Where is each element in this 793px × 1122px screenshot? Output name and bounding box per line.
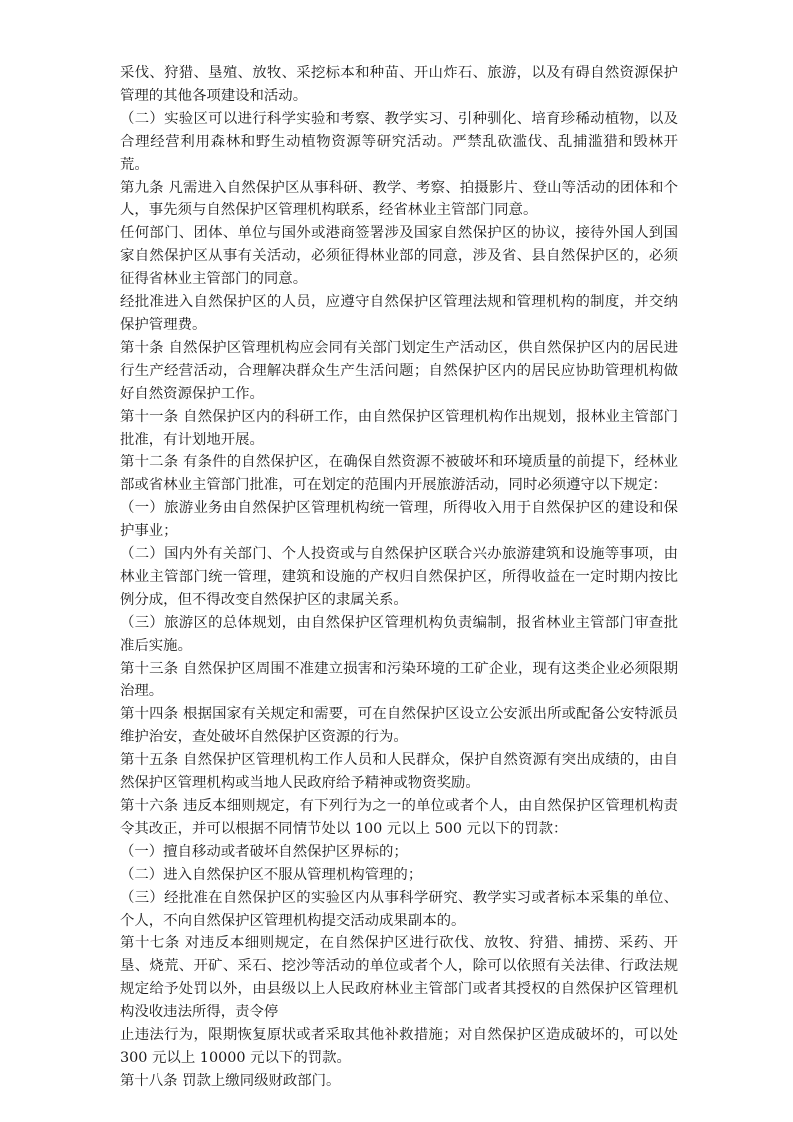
paragraph-article-12-item-2: （二）国内外有关部门、个人投资或与自然保护区联合兴办旅游建筑和设施等事项，由林业主管部门统一管理，建筑和设施的产权归自然保护区，所得收益在一定时期内按比例分成，但不得改变自然保护区的隶属关系。	[120, 546, 678, 608]
paragraph-article-10: 第十条 自然保护区管理机构应会同有关部门划定生产活动区，供自然保护区内的居民进行生产经营活动，合理解决群众生产生活问题；自然保护区内的居民应协助管理机构做好自然资源保护工作。	[120, 339, 678, 402]
paragraph-foreign-agreements: 任何部门、团体、单位与国外或港商签署涉及国家自然保护区的协议，接待外国人到国家自然保护区从事有关活动，必须征得林业部的同意，涉及省、县自然保护区的，必须征得省林业主管部门的同意。	[120, 225, 678, 288]
paragraph-article-12-item-1: （一）旅游业务由自然保护区管理机构统一管理，所得收入用于自然保护区的建设和保护事业；	[120, 500, 678, 540]
paragraph-article-14: 第十四条 根据国家有关规定和需要，可在自然保护区设立公安派出所或配备公安特派员维护治安，查处破坏自然保护区资源的行为。	[120, 706, 678, 746]
paragraph-experimental-zone: （二）实验区可以进行科学实验和考察、教学实习、引种驯化、培育珍稀动植物，以及合理经营利用森林和野生动植物资源等研究活动。严禁乱砍滥伐、乱捕滥猎和毁林开荒。	[120, 110, 678, 173]
paragraph-article-17-continued: 止违法行为，限期恢复原状或者采取其他补救措施；对自然保护区造成破坏的，可以处 300 元以上 10000 元以下的罚款。	[120, 1027, 678, 1066]
document-body	[120, 62, 678, 1093]
paragraph-article-12-item-3: （三）旅游区的总体规划，由自然保护区管理机构负责编制，报省林业主管部门审查批准后实施。	[120, 614, 678, 654]
paragraph-article-16-item-1: （一）擅自移动或者破坏自然保护区界标的；	[120, 843, 408, 860]
paragraph-article-13: 第十三条 自然保护区周围不准建立损害和污染环境的工矿企业，现有这类企业必须限期治理。	[120, 660, 678, 700]
paragraph-visitor-rules: 经批准进入自然保护区的人员，应遵守自然保护区管理法规和管理机构的制度，并交纳保护管理费。	[120, 294, 678, 333]
paragraph-continued-prohibitions: 采伐、狩猎、垦殖、放牧、采挖标本和种苗、开山炸石、旅游，以及有碍自然资源保护管理的其他各项建设和活动。	[120, 65, 678, 104]
paragraph-article-16-item-3: （三）经批准在自然保护区的实验区内从事科学研究、教学实习或者标本采集的单位、个人，不向自然保护区管理机构提交活动成果副本的。	[120, 889, 678, 929]
paragraph-article-9: 第九条 凡需进入自然保护区从事科研、教学、考察、拍摄影片、登山等活动的团体和个人，事先须与自然保护区管理机构联系，经省林业主管部门同意。	[120, 179, 678, 219]
paragraph-article-15: 第十五条 自然保护区管理机构工作人员和人民群众，保护自然资源有突出成绩的，由自然保护区管理机构或当地人民政府给予精神或物资奖励。	[120, 752, 678, 792]
paragraph-article-16: 第十六条 违反本细则规定，有下列行为之一的单位或者个人，由自然保护区管理机构责令其改正，并可以根据不同情节处以 100 元以上 500 元以下的罚款：	[120, 798, 678, 837]
paragraph-article-12: 第十二条 有条件的自然保护区，在确保自然资源不被破坏和环境质量的前提下，经林业部或省林业主管部门批准，可在划定的范围内开展旅游活动，同时必须遵守以下规定：	[120, 454, 678, 494]
paragraph-article-17: 第十七条 对违反本细则规定，在自然保护区进行砍伐、放牧、狩猎、捕捞、采药、开垦、烧荒、开矿、采石、挖沙等活动的单位或者个人，除可以依照有关法律、行政法规规定给予处罚以外，由县级以上人民政府林业主管部门或者其授权的自然保护区管理机构没收违法所得，责令停	[120, 935, 678, 1021]
paragraph-article-11: 第十一条 自然保护区内的科研工作，由自然保护区管理机构作出规划，报林业主管部门批准，有计划地开展。	[120, 408, 678, 448]
paragraph-article-16-item-2: （二）进入自然保护区不服从管理机构管理的；	[120, 866, 423, 883]
paragraph-article-18: 第十八条 罚款上缴同级财政部门。	[120, 1072, 341, 1089]
